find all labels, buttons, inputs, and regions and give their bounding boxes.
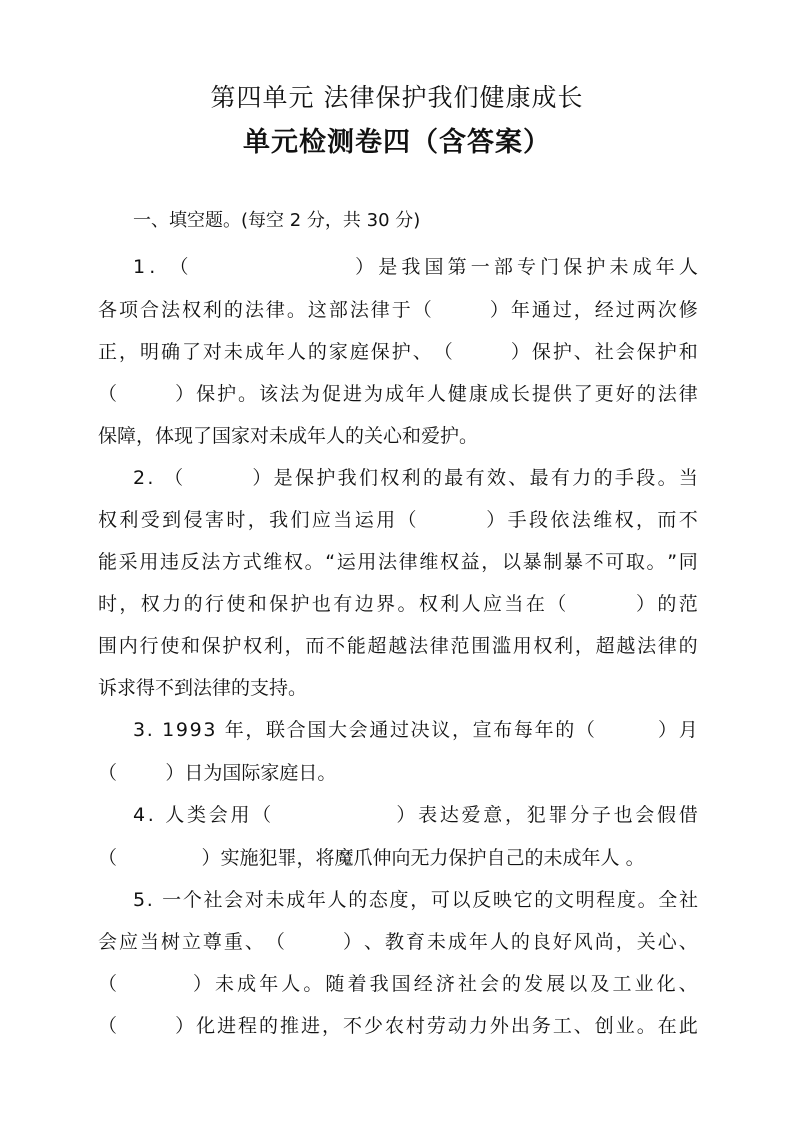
text-line: 时 ， 权 力 的 行 使 和 保 护 也 有 边 界 。 权 利 人 应 当 在 （ ） 的 范 [98,593,698,615]
text-line: 能 采 用 违 反 法 方 式 维 权 。 “ 运 用 法 律 维 权 益 ， 以 暴 制 暴 不 可 取 。 ” 同 [98,551,698,573]
text-line: 诉求得不到法律的支持。 [98,677,308,699]
section-heading: 一、填空题。(每空 2 分，共 30 分) [133,210,421,231]
text-line: 2 . （ ） 是 保 护 我 们 权 利 的 最 有 效 、 最 有 力 的 手 段 。 当 [133,467,698,489]
text-line: （ ） 化 进 程 的 推 进 ， 不 少 农 村 劳 动 力 外 出 务 工 、 创 业 。 在 此 [98,1015,698,1037]
text-line: （ ） 保 护 。 该 法 为 促 进 为 成 年 人 健 康 成 长 提 供 了 更 好 的 法 律 [98,383,698,405]
text-line: 各 项 合 法 权 利 的 法 律 。 这 部 法 律 于 （ ） 年 通 过 ， 经 过 两 次 修 [98,299,698,321]
text-line: 保障，体现了国家对未成年人的关心和爱护。 [98,425,479,447]
text-line: （ ）实施犯罪，将魔爪伸向无力保护自己的未成年人 。 [98,847,645,869]
text-line: （ ） 未 成 年 人 。 随 着 我 国 经 济 社 会 的 发 展 以 及 工 业 化 、 [98,973,698,995]
text-line: 5 . 一 个 社 会 对 未 成 年 人 的 态 度 ， 可 以 反 映 它 的 文 明 程 度 。 全 社 [133,889,698,911]
text-line: 权 利 受 到 侵 害 时 ， 我 们 应 当 运 用 （ ） 手 段 依 法 维 权 ， 而 不 [98,509,698,531]
text-line: （ ）日为国际家庭日。 [98,762,337,784]
text-line: 围 内 行 使 和 保 护 权 利 ， 而 不 能 超 越 法 律 范 围 滥 用 权 利 ， 超 越 法 律 的 [98,635,698,657]
text-line: 会 应 当 树 立 尊 重 、 （ ） 、 教 育 未 成 年 人 的 良 好 风 尚 ， 关 心 、 [98,931,698,953]
text-line: 3 . 1 9 9 3 年 ， 联 合 国 大 会 通 过 决 议 ， 宣 布 每 年 的 （ ） 月 [133,719,698,741]
text-line: 1 . （ ） 是 我 国 第 一 部 专 门 保 护 未 成 年 人 [133,256,698,278]
text-line: 正 ， 明 确 了 对 未 成 年 人 的 家 庭 保 护 、 （ ） 保 护 、 社 会 保 护 和 [98,341,698,363]
test-title: 单元检测卷四（含答案） [243,127,551,158]
text-line: 4 . 人 类 会 用 （ ） 表 达 爱 意 ， 犯 罪 分 子 也 会 假 借 [133,804,698,826]
unit-title: 第四单元 法律保护我们健康成长 [210,83,584,112]
